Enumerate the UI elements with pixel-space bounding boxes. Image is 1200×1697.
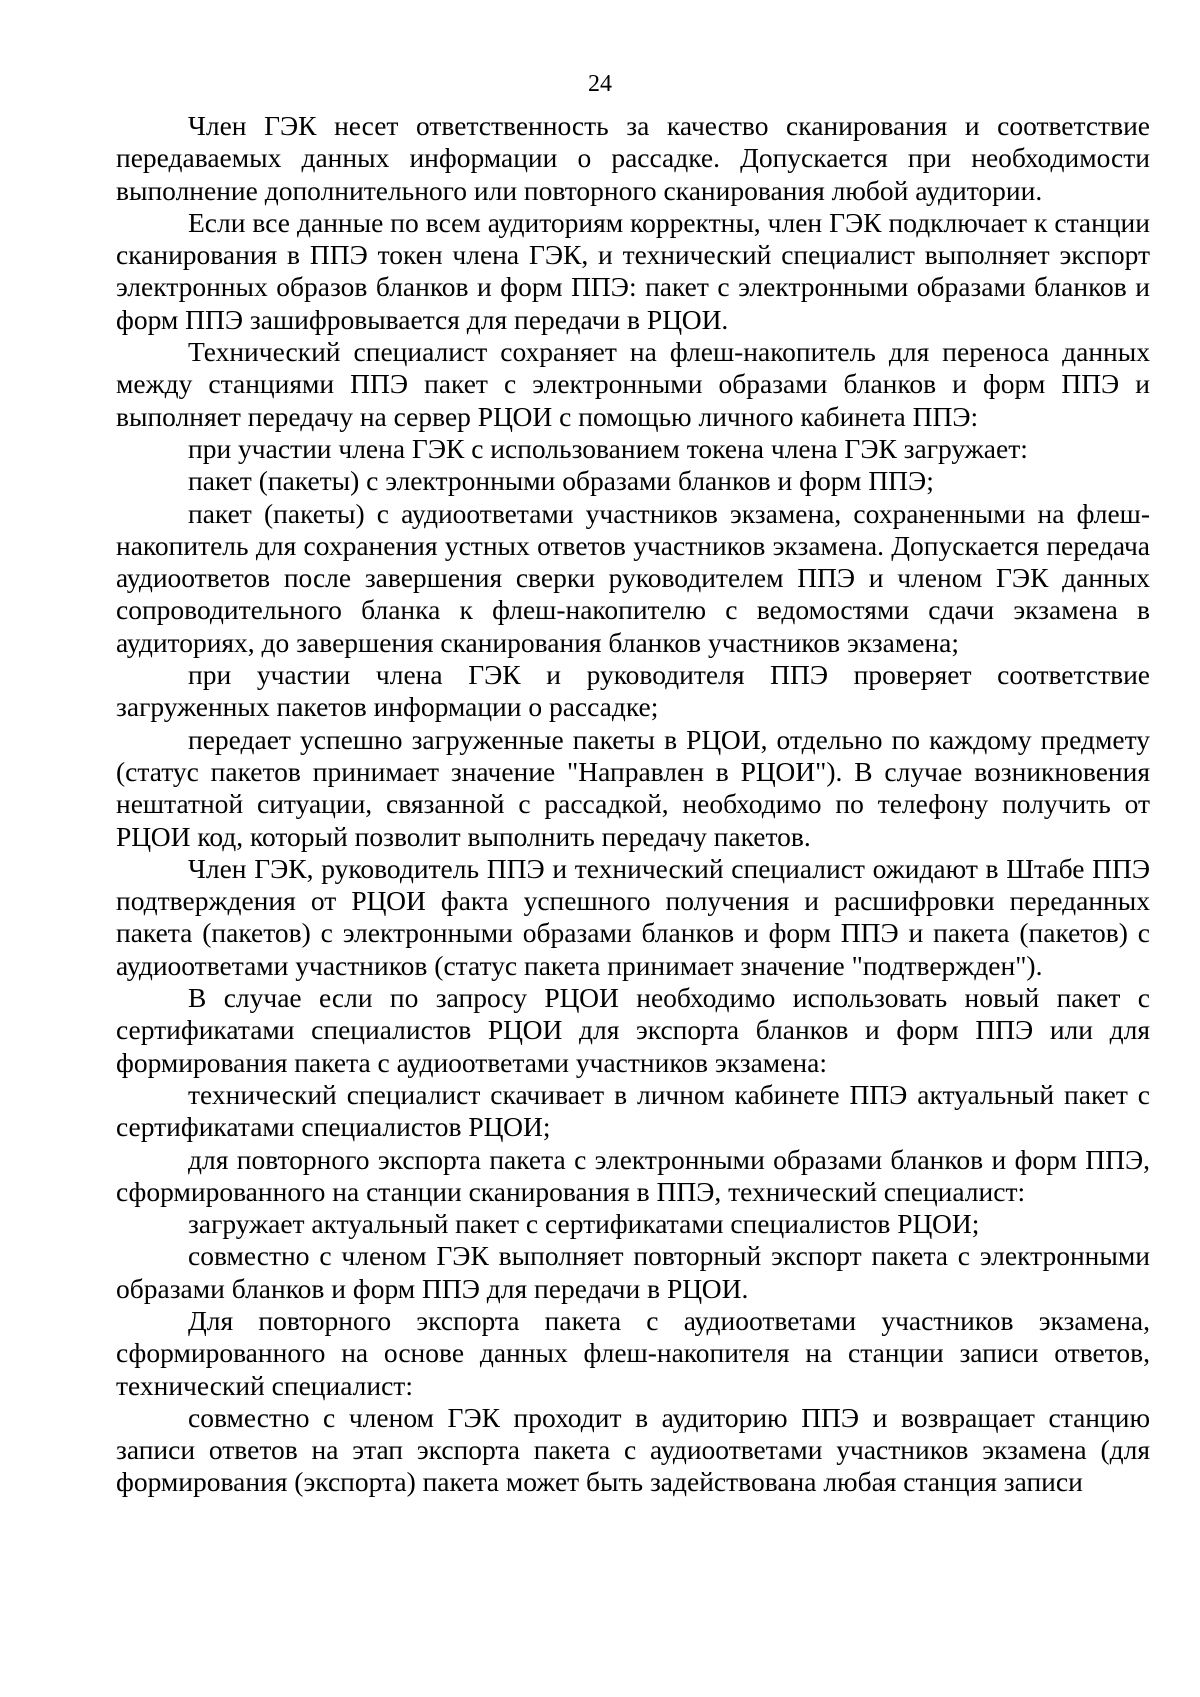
paragraph: пакет (пакеты) с электронными образами бланков и форм ППЭ; [188,465,934,497]
paragraph: при участии члена ГЭК и руководителя ППЭ проверяет соответствие загруженных пакетов информации о рассадке; [116,659,1150,723]
paragraph: Технический специалист сохраняет на флеш-накопитель для переноса данных между станциями ППЭ пакет с электронными образами бланков и форм ППЭ и выполняет передачу на сервер РЦОИ с помощью личного кабинета ППЭ: [116,336,1150,432]
paragraph: Для повторного экспорта пакета с аудиоответами участников экзамена, сформированного на основе данных флеш-накопителя на станции записи ответов, технический специалист: [116,1304,1150,1401]
paragraph: Член ГЭК, руководитель ППЭ и технический специалист ожидают в Штабе ППЭ подтверждения от РЦОИ факта успешного получения и расшифровки переданных пакета (пакетов) с электронными образами бланков и форм ППЭ и пакета (пакетов) с аудиоответами участников (статус пакета принимает значение "подтвержден"). [116,852,1150,981]
page-number: 24 [588,71,612,97]
paragraph: пакет (пакеты) с аудиоответами участников экзамена, сохраненными на флеш-накопитель для сохранения устных ответов участников экзамена. Допускается передача аудиоответов после завершения сверки руководителем ППЭ и членом ГЭК данных сопроводительного бланка к флеш-накопителю с ведомостями сдачи экзамена в аудиториях, до завершения сканирования бланков участников экзамена; [116,497,1150,658]
paragraph: загружает актуальный пакет с сертификатами специалистов РЦОИ; [188,1208,980,1240]
paragraph: передает успешно загруженные пакеты в РЦОИ, отдельно по каждому предмету (статус пакетов принимает значение "Направлен в РЦОИ"). В случае возникновения нештатной ситуации, связанной с рассадкой, необходимо по телефону получить от РЦОИ код, который позволит выполнить передачу пакетов. [116,723,1150,852]
paragraph: при участии члена ГЭК с использованием токена члена ГЭК загружает: [188,432,1028,464]
paragraph: технический специалист скачивает в личном кабинете ППЭ актуальный пакет с сертификатами специалистов РЦОИ; [116,1078,1150,1143]
paragraph: совместно с членом ГЭК проходит в аудиторию ППЭ и возвращает станцию записи ответов на этап экспорта пакета с аудиоответами участников экзамена (для формирования (экспорта) пакета может быть задействована любая станция записи [116,1401,1150,1498]
document-body [116,110,1150,1499]
paragraph: Член ГЭК несет ответственность за качество сканирования и соответствие передаваемых данных информации о рассадке. Допускается при необходимости выполнение дополнительного или повторного сканирования любой аудитории. [116,110,1150,206]
paragraph: для повторного экспорта пакета с электронными образами бланков и форм ППЭ, сформированного на станции сканирования в ППЭ, технический специалист: [116,1143,1150,1207]
paragraph: Если все данные по всем аудиториям корректны, член ГЭК подключает к станции сканирования в ППЭ токен члена ГЭК, и технический специалист выполняет экспорт электронных образов бланков и форм ППЭ: пакет с электронными образами бланков и форм ППЭ зашифровывается для передачи в РЦОИ. [116,206,1150,335]
paragraph: В случае если по запросу РЦОИ необходимо использовать новый пакет с сертификатами специалистов РЦОИ для экспорта бланков и форм ППЭ или для формирования пакета с аудиоответами участников экзамена: [116,982,1150,1078]
paragraph: совместно с членом ГЭК выполняет повторный экспорт пакета с электронными образами бланков и форм ППЭ для передачи в РЦОИ. [116,1240,1150,1304]
